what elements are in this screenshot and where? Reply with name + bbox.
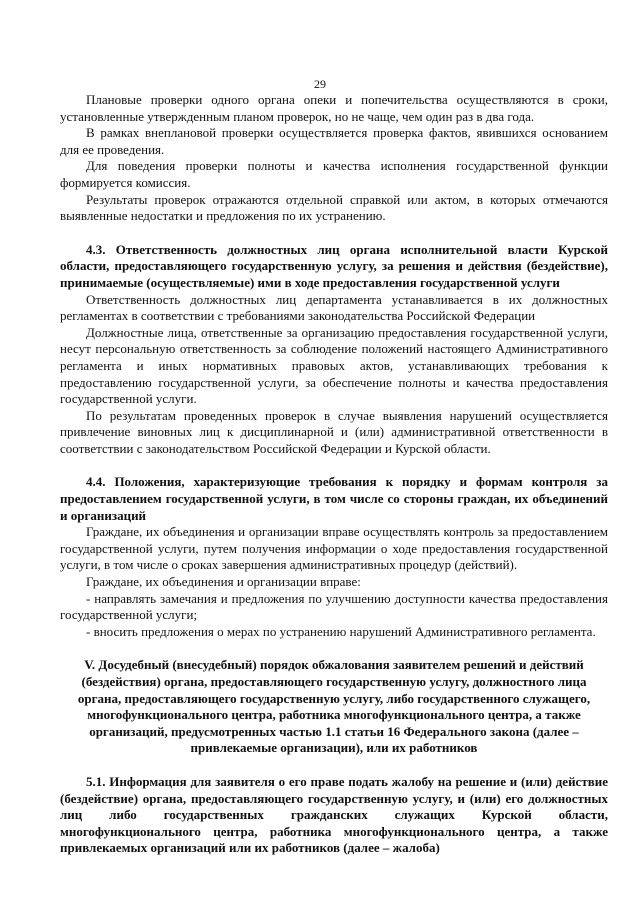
page-number: 29 [314, 77, 326, 91]
section-4-3-paragraph-1: Ответственность должностных лиц департамента устанавливается в их должностных регламентах в соответствии с требованиями законодательства Российской Федерации [60, 291, 608, 324]
section-4-4-paragraph-2: Граждане, их объединения и организации вправе: [86, 574, 361, 590]
intro-paragraph-1: Плановые проверки одного органа опеки и попечительства осуществляются в сроки, установленные утвержденным планом проверок, но не чаще, чем один раз в два года. [60, 92, 608, 124]
section-4-3-heading: 4.3. Ответственность должностных лиц органа исполнительной власти Курской области, предоставляющего государственную услугу, за решения и действия (бездействие), принимаемые (осуществляемые) ими в ходе предоставления государственной услуги [60, 241, 608, 290]
intro-paragraph-4: Результаты проверок отражаются отдельной справкой или актом, в которых отмечаются выявленные недостатки и предложения по их устранению. [60, 191, 608, 224]
section-4-4-paragraph-1: Граждане, их объединения и организации вправе осуществлять контроль за предоставлением государственной услуги, путем получения информации о ходе предоставления государственной услуги, в том числе о сроках завершения административных процедур (действий). [60, 524, 608, 573]
intro-paragraph-2: В рамках внеплановой проверки осуществляется проверка фактов, явившихся основанием для ее проведения. [60, 125, 608, 157]
section-4-4-heading: 4.4. Положения, характеризующие требования к порядку и формам контроля за предоставлением государственной услуги, в том числе со стороны граждан, их объединений и организаций [60, 474, 608, 523]
section-4-3-paragraph-3: По результатам проведенных проверок в случае выявления нарушений осуществляется привлечение виновных лиц к дисциплинарной и (или) административной ответственности в соответствии с законодательством Российской Федерации и Курской области. [60, 407, 608, 456]
document-body [60, 92, 608, 857]
section-5-heading: V. Досудебный (внесудебный) порядок обжалования заявителем решений и действий (бездействия) органа, предоставляющего государственную услугу, должностного лица органа, предоставляющего государственную услугу, либо государственного служащего, многофункционального центра, работника многофункционального центра, а также организаций, предусмотренных частью 1.1 статьи 16 Федерального закона (далее – привлекаемые организации), или их работников [77, 657, 591, 756]
section-4-4-list-item-1: - направлять замечания и предложения по улучшению доступности качества предоставления государственной услуги; [60, 590, 608, 623]
section-4-3-paragraph-2: Должностные лица, ответственные за организацию предоставления государственной услуги, несут персональную ответственность за соблюдение положений настоящего Административного регламента и иных нормативных правовых актов, устанавливающих требования к предоставлению государственной услуги, за обеспечение полноты и качества предоставления государственной услуги. [60, 324, 608, 407]
section-5-1-heading: 5.1. Информация для заявителя о его праве подать жалобу на решение и (или) действие (бездействие) органа, предоставляющего государственную услугу, и (или) его должностных лиц либо государственных гражданских служащих Курской области, многофункционального центра, работника многофункционального центра, а также привлекаемых организаций или их работников (далее – жалоба) [60, 773, 608, 856]
intro-paragraph-3: Для поведения проверки полноты и качества исполнения государственной функции формируется комиссия. [60, 158, 608, 190]
section-4-4-list-item-2: - вносить предложения о мерах по устранению нарушений Административного регламента. [86, 623, 596, 639]
